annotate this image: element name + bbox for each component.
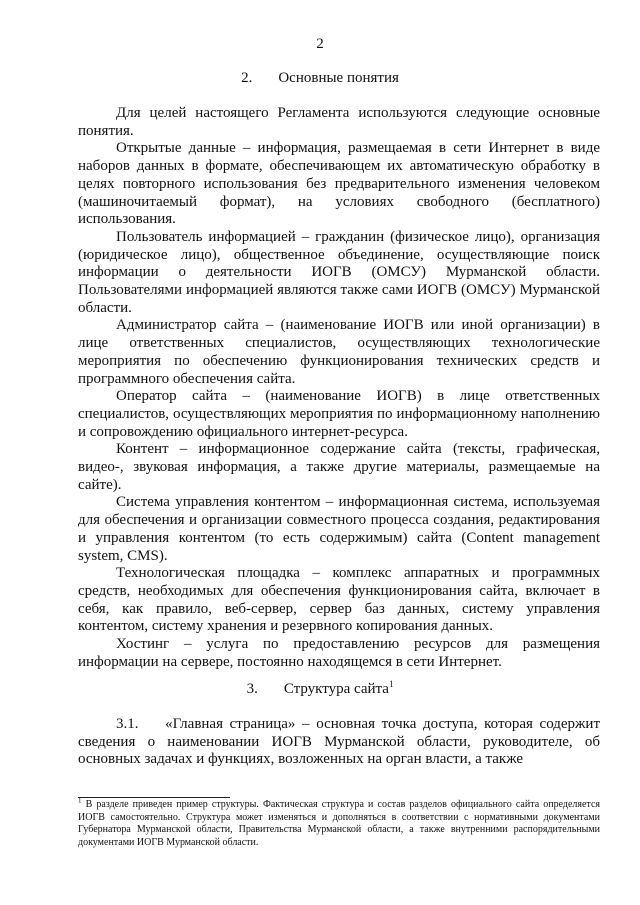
paragraph-open-data: Открытые данные – информация, размещаемая в сети Интернет в виде наборов данных в формате, обеспечивающем их автоматическую обработку в целях повторного использования без предварительного изменения человеком (машиночитаемый формат), на условиях свободного (бесплатного) использования.: [78, 140, 600, 228]
section-3-title: Структура сайта: [283, 681, 389, 697]
paragraph-tech-platform: Технологическая площадка – комплекс аппаратных и программных средств, необходимых для обеспечения функционирования сайта, включает в себя, как правило, веб-сервер, сервер баз данных, систему управления контентом, систему хранения и резервного копирования данных.: [78, 565, 600, 635]
section-3-body: [78, 716, 600, 769]
footnote: [78, 796, 600, 849]
section-2-heading: [0, 70, 640, 87]
footnote-reference: 1: [388, 679, 394, 689]
item-3-1: 3.1. «Главная страница» – основная точка доступа, которая содержит сведения о наименовании ИОГВ Мурманской области, руководителе, об основных задачах и функциях, возложенных на орган власти, а также: [78, 716, 600, 768]
section-2-number: 2.: [241, 70, 253, 86]
footnote-divider: [78, 797, 230, 798]
paragraph-site-operator: Оператор сайта – (наименование ИОГВ) в лице ответственных специалистов, осуществляющих мероприятия по информационному наполнению и сопровождению официального интернет-ресурса.: [78, 388, 600, 440]
section-3-number: 3.: [246, 681, 258, 697]
section-2-title: Основные понятия: [278, 70, 399, 86]
section-2-body: [78, 105, 600, 672]
footnote-text: В разделе приведен пример структуры. Фактическая структура и состав разделов официального сайта определяется ИОГВ самостоятельно. Структура может изменяться и дополняться в соответствии с нормативными документами Губернатора Мурманской области, Правительства Мурманской области, а также внутренними распорядительными документами ИОГВ Мурманской области.: [78, 799, 600, 848]
footnote-mark: 1: [78, 796, 82, 805]
section-3-heading: [0, 681, 640, 698]
paragraph-info-user: Пользователь информацией – гражданин (физическое лицо), организация (юридическое лицо), общественное объединение, осуществляющие поиск информации о деятельности ИОГВ (ОМСУ) Мурманской области. Пользователями информацией являются также сами ИОГВ (ОМСУ) Мурманской области.: [78, 228, 600, 316]
paragraph-site-admin: Администратор сайта – (наименование ИОГВ или иной организации) в лице ответственных специалистов, осуществляющих технологические мероприятия по обеспечению функционирования технических средств и программного обеспечения сайта.: [78, 317, 600, 387]
paragraph-cms: Система управления контентом – информационная система, используемая для обеспечения и организации совместного процесса создания, редактирования и управления контентом (то есть содержимым) сайта (Content management system, CMS).: [78, 494, 600, 564]
paragraph-hosting: Хостинг – услуга по предоставлению ресурсов для размещения информации на сервере, постоянно находящемся в сети Интернет.: [78, 636, 600, 670]
paragraph-content: Контент – информационное содержание сайта (тексты, графическая, видео-, звуковая информация, а также другие материалы, размещаемые на сайте).: [78, 441, 600, 493]
page-number: 2: [316, 36, 324, 52]
paragraph-intro: Для целей настоящего Регламента используются следующие основные понятия.: [78, 105, 600, 139]
